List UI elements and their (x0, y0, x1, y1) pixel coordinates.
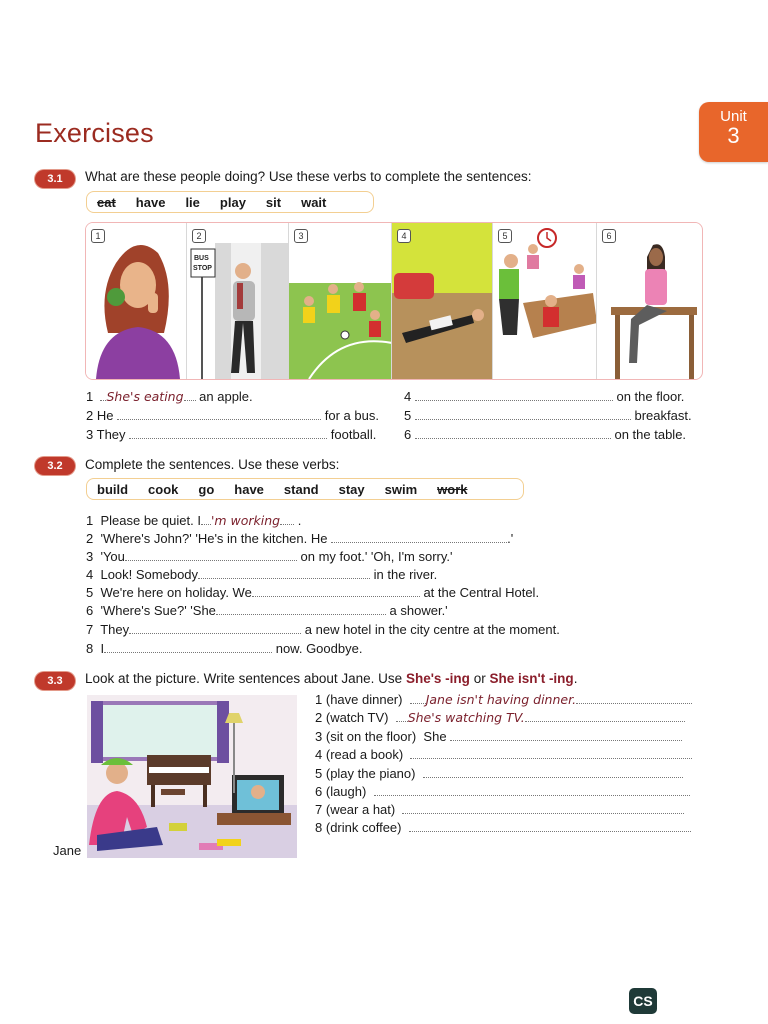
line-number: 8 (86, 641, 94, 656)
answer-blank[interactable] (402, 803, 684, 814)
picture-strip (85, 222, 703, 380)
line-number: 1 (86, 389, 94, 404)
line-end: in the river. (373, 567, 438, 582)
exercise-3-3-instruction (85, 671, 577, 686)
verb-box-3-2 (86, 478, 524, 500)
line-end: on the table. (614, 427, 687, 442)
line-end: . (297, 513, 302, 528)
exercise-3-1-line-1 (86, 389, 253, 404)
exercise-3-2-line-8 (86, 641, 362, 656)
exercise-3-3-item-8 (315, 820, 691, 835)
instruction-or: or (473, 671, 486, 686)
verb: have (135, 194, 166, 210)
line-number: 6 (315, 784, 323, 799)
svg-text:BUS: BUS (194, 255, 209, 262)
answer-text[interactable]: She's watching TV. (407, 710, 525, 725)
line-number: 1 (315, 692, 323, 707)
verb: go (198, 481, 215, 497)
answer-blank[interactable] (415, 409, 631, 420)
line-number: 2 (86, 408, 94, 423)
answer-blank[interactable] (423, 767, 683, 778)
exercise-3-1-line-3 (86, 427, 376, 442)
line-end: on my foot.' 'Oh, I'm sorry.' (300, 549, 453, 564)
line-number: 2 (315, 710, 323, 725)
line-end: .' (507, 531, 514, 546)
line-start: They (96, 427, 126, 442)
picture-number: 4 (397, 229, 411, 243)
line-end: football. (330, 427, 377, 442)
highlight-form: She isn't -ing (489, 671, 574, 686)
answer-blank[interactable] (252, 586, 420, 597)
exercise-3-2-line-7 (86, 622, 560, 637)
line-number: 3 (86, 549, 94, 564)
answer-blank[interactable] (415, 428, 611, 439)
exercise-3-2-line-2 (86, 531, 513, 546)
line-number: 3 (86, 427, 94, 442)
item-prompt: (watch TV) (325, 710, 389, 725)
line-start: We're here on holiday. We (100, 585, 252, 600)
exercise-3-2-instruction: Complete the sentences. Use these verbs: (85, 457, 340, 472)
man-lying-illustration (392, 223, 493, 379)
picture-number: 6 (602, 229, 616, 243)
verb: wait (301, 194, 327, 210)
exercise-3-3-item-2 (315, 710, 685, 725)
svg-text:STOP: STOP (193, 265, 212, 272)
unit-tab[interactable] (699, 102, 768, 162)
line-number: 7 (86, 622, 94, 637)
line-number: 7 (315, 802, 323, 817)
line-end: breakfast. (634, 408, 692, 423)
unit-number: 3 (727, 123, 740, 148)
exercise-3-1-line-2 (86, 408, 379, 423)
verb: eat (97, 194, 116, 210)
exercise-3-1-instruction: What are these people doing? Use these verbs to complete the sentences: (85, 169, 532, 184)
exercise-3-3-item-6 (315, 784, 690, 799)
item-prompt: (have dinner) (325, 692, 403, 707)
woman-sitting-illustration (597, 223, 699, 379)
jane-room-illustration (87, 695, 297, 858)
line-start: I (100, 641, 105, 656)
verb: stay (338, 481, 365, 497)
verb: work (437, 481, 468, 497)
picture-4 (392, 223, 493, 379)
line-start: 'You (100, 549, 125, 564)
exercise-3-2-line-3 (86, 549, 453, 564)
exercise-badge-3-1: 3.1 (35, 170, 75, 188)
line-number: 6 (404, 427, 412, 442)
picture-5 (493, 223, 597, 379)
line-end: an apple. (199, 389, 253, 404)
exercise-badge-3-2: 3.2 (35, 457, 75, 475)
line-number: 2 (86, 531, 94, 546)
exercise-3-3-item-4 (315, 747, 692, 762)
line-end: on the floor. (616, 389, 685, 404)
picture-number: 1 (91, 229, 105, 243)
answer-blank[interactable] (198, 568, 370, 579)
line-end: at the Central Hotel. (423, 585, 540, 600)
item-prompt: (play the piano) (325, 766, 416, 781)
line-number: 4 (86, 567, 94, 582)
verb-box-3-1 (86, 191, 374, 213)
exercise-3-2-line-6 (86, 603, 448, 618)
answer-blank[interactable] (450, 730, 682, 741)
verb: sit (265, 194, 282, 210)
exercise-3-1-line-5 (404, 408, 692, 423)
instruction-text: Look at the picture. Write sentences about Jane. Use (85, 671, 403, 686)
answer-blank[interactable] (129, 623, 301, 634)
answer-blank[interactable] (409, 821, 691, 832)
line-start: 'Where's Sue?' 'She (100, 603, 216, 618)
picture-number: 5 (498, 229, 512, 243)
verb: have (234, 481, 264, 497)
unit-label: Unit (720, 108, 747, 125)
exercise-3-2-line-1 (86, 513, 301, 528)
instruction-period: . (573, 671, 578, 686)
answer-blank[interactable] (125, 550, 297, 561)
verb: build (97, 481, 129, 497)
exercise-3-3-item-1 (315, 692, 692, 707)
picture-number: 3 (294, 229, 308, 243)
item-prompt: (read a book) (325, 747, 404, 762)
answer-blank[interactable] (331, 532, 507, 543)
verb: swim (384, 481, 418, 497)
girl-eating-illustration (86, 223, 187, 379)
exercise-badge-3-3: 3.3 (35, 672, 75, 690)
line-number: 3 (315, 729, 323, 744)
answer-blank[interactable] (129, 428, 327, 439)
bus-stop-illustration (187, 223, 289, 379)
picture-6 (597, 223, 699, 379)
verb: stand (283, 481, 319, 497)
line-start: He (96, 408, 114, 423)
answer-blank[interactable] (410, 748, 692, 759)
page-title: Exercises (35, 118, 154, 148)
verb: lie (185, 194, 200, 210)
answer-blank[interactable] (104, 642, 272, 653)
line-end: a new hotel in the city centre at the moment. (304, 622, 560, 637)
item-prompt: (laugh) (325, 784, 367, 799)
answer-text[interactable]: She's eating (106, 389, 184, 404)
line-end: for a bus. (324, 408, 379, 423)
picture-2 (187, 223, 289, 379)
line-number: 1 (86, 513, 94, 528)
line-start: She (423, 729, 447, 744)
line-end: now. Goodbye. (275, 641, 363, 656)
picture-3 (289, 223, 392, 379)
line-start: 'Where's John?' 'He's in the kitchen. He (100, 531, 328, 546)
line-start: They (100, 622, 130, 637)
answer-text[interactable]: 'm working (210, 513, 281, 528)
line-start: Look! Somebody (100, 567, 199, 582)
line-number: 4 (315, 747, 323, 762)
answer-blank[interactable] (415, 390, 613, 401)
exercise-3-1-line-4 (404, 389, 684, 404)
line-number: 5 (315, 766, 323, 781)
line-number: 4 (404, 389, 412, 404)
exercise-3-3-item-5 (315, 766, 683, 781)
line-number: 5 (86, 585, 94, 600)
exercise-3-2-line-4 (86, 567, 437, 582)
answer-text[interactable]: Jane isn't having dinner. (425, 692, 577, 707)
jane-caption: Jane (53, 843, 82, 858)
breakfast-illustration (493, 223, 597, 379)
line-number: 5 (404, 408, 412, 423)
answer-blank[interactable] (216, 604, 386, 615)
line-number: 8 (315, 820, 323, 835)
verb: cook (148, 481, 179, 497)
exercise-3-1-line-6 (404, 427, 686, 442)
item-prompt: (sit on the floor) (325, 729, 417, 744)
exercise-3-2-line-5 (86, 585, 539, 600)
answer-blank[interactable] (374, 785, 690, 796)
line-start: Please be quiet. I (100, 513, 201, 528)
line-number: 6 (86, 603, 94, 618)
camscanner-logo: CS (629, 988, 657, 1014)
item-prompt: (drink coffee) (325, 820, 402, 835)
answer-blank[interactable] (117, 409, 321, 420)
exercise-3-3-item-7 (315, 802, 684, 817)
line-end: a shower.' (389, 603, 448, 618)
highlight-form: She's -ing (405, 671, 470, 686)
verb: play (219, 194, 246, 210)
exercise-3-3-item-3 (315, 729, 682, 744)
item-prompt: (wear a hat) (325, 802, 396, 817)
football-illustration (289, 223, 392, 379)
picture-number: 2 (192, 229, 206, 243)
picture-1 (86, 223, 187, 379)
